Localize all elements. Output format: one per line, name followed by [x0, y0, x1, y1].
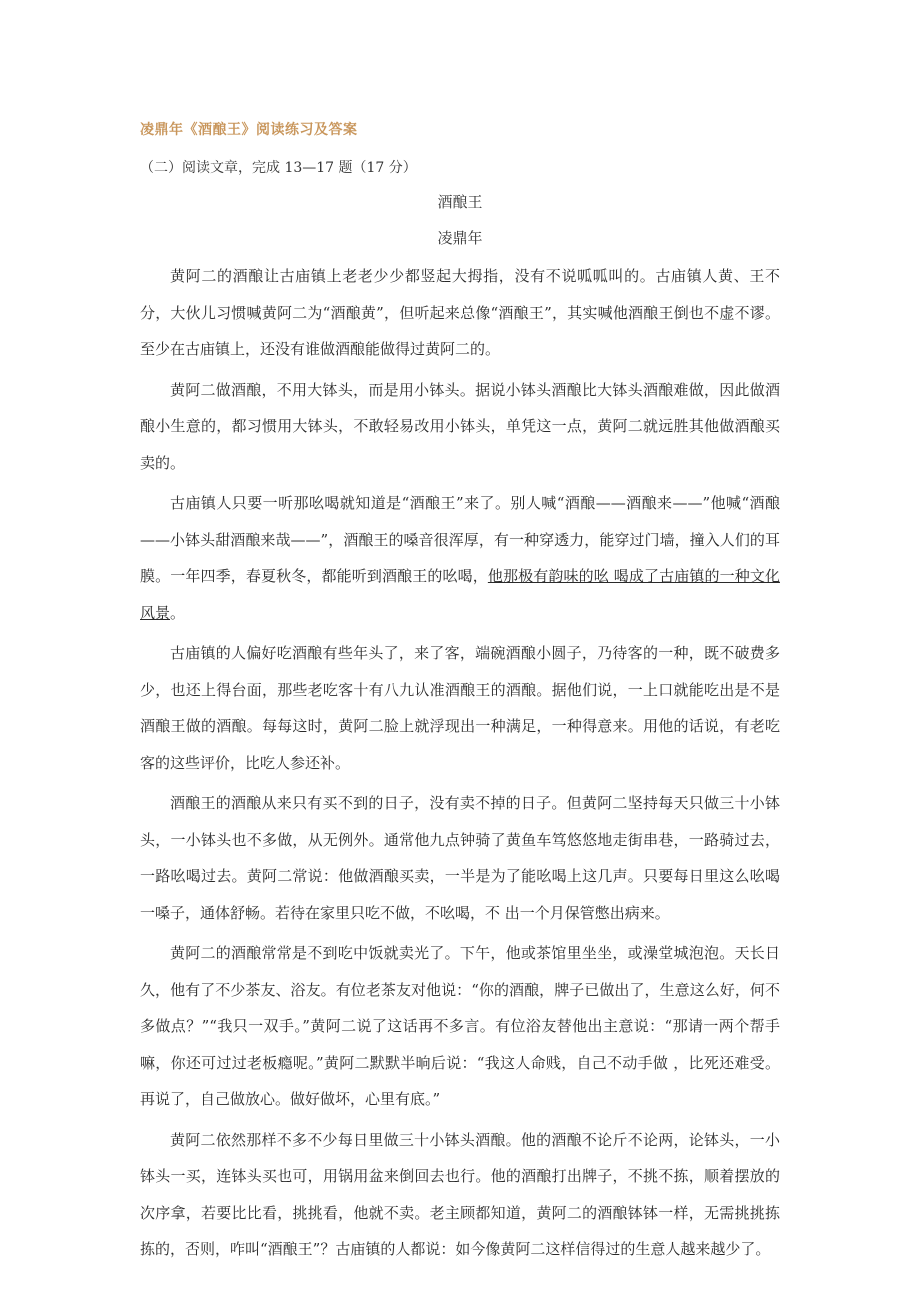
- paragraph-7: 黄阿二依然那样不多不少每日里做三十小钵头酒酿。他的酒酿不论斤不论两，论钵头，一小钵头一买，连钵头买也可，用锅用盆来倒回去也行。他的酒酿打出牌子，不挑不拣，顺着摆放的次序拿，若要比比看，挑挑看，他就不卖。老主顾都知道，黄阿二的酒酿钵钵一样，无需挑挑拣拣的，否则，咋叫“酒酿王”？古庙镇的人都说：如今像黄阿二这样信得过的生意人越来越少了。: [140, 1130, 780, 1258]
- section-heading: （二）阅读文章，完成 13—17 题（17 分）: [140, 160, 417, 176]
- paragraph-4: 古庙镇的人偏好吃酒酿有些年头了，来了客，端碗酒酿小圆子，乃待客的一种，既不破费多少，也还上得台面，那些老吃客十有八九认准酒酿王的酒酿。据他们说，一上口就能吃出是不是酒酿王做的酒酿。每每这时，黄阿二脸上就浮现出一种满足，一种得意来。用他的话说，有老吃客的这些评价，比吃人参还补。: [140, 644, 780, 772]
- story-title: [0, 191, 920, 212]
- underlined-sentence: 他那极有韵味的吆 喝成了古庙镇的一种文化风景: [140, 567, 780, 622]
- paragraph-3-text: 古庙镇人只要一听那吆喝就知道是“酒酿王”来了。别人喊“酒酿——酒酿来——”他喊“酒酿——小钵头甜酒酿来哉——”，酒酿王的嗓音很浑厚，有一种穿透力，能穿过门墙，撞入人们的耳膜。一年四季，春夏秋冬，都能听到酒酿王的吆喝，: [140, 494, 780, 585]
- story-title-text: 酒酿王: [437, 193, 483, 211]
- paragraph-6: 黄阿二的酒酿常常是不到吃中饭就卖光了。下午，他或茶馆里坐坐，或澡堂城泡泡。天长日久，他有了不少茶友、浴友。有位老茶友对他说：“你的酒酿，牌子已做出了，生意这么好，何不多做点？”“我只一双手。”黄阿二说了这话再不多言。有位浴友替他出主意说：“那请一两个帮手嘛，你还可过过老板瘾呢。”黄阿二默默半晌后说：“我这人命贱，自己不动手做 ，比死还难受。再说了，自己做放心。做好做坏，心里有底。”: [140, 944, 780, 1108]
- paragraph-2: 黄阿二做酒酿，不用大钵头，而是用小钵头。据说小钵头酒酿比大钵头酒酿难做，因此做酒酿小生意的，都习惯用大钵头，不敢轻易改用小钵头，单凭这一点，黄阿二就远胜其他做酒酿买卖的。: [140, 380, 780, 472]
- paragraph-3: [140, 485, 780, 631]
- paragraph-1: 黄阿二的酒酿让古庙镇上老老少少都竖起大拇指，没有不说呱呱叫的。古庙镇人黄、王不分，大伙儿习惯喊黄阿二为“酒酿黄”，但听起来总像“酒酿王”，其实喊他酒酿王倒也不虚不谬。至少在古庙镇上，还没有谁做酒酿能做得过黄阿二的。: [140, 267, 780, 358]
- document-title: 凌鼎年《酒酿王》阅读练习及答案: [140, 122, 358, 138]
- paragraph-3-end: 。: [170, 603, 186, 622]
- author-text: 凌鼎年: [437, 229, 483, 247]
- paragraph-5: 酒酿王的酒酿从来只有买不到的日子，没有卖不掉的日子。但黄阿二坚持每天只做三十小钵头，一小钵头也不多做，从无例外。通常他九点钟骑了黄鱼车笃悠悠地走街串巷，一路骑过去，一路吆喝过去。黄阿二常说：他做酒酿买卖，一半是为了能吆喝上这几声。只要每日里这么吆喝一嗓子，通体舒畅。若待在家里只吃不做，不吆喝，不 出一个月保管憋出病来。: [140, 794, 780, 922]
- story-body: [140, 258, 780, 1272]
- author-name: [0, 227, 920, 248]
